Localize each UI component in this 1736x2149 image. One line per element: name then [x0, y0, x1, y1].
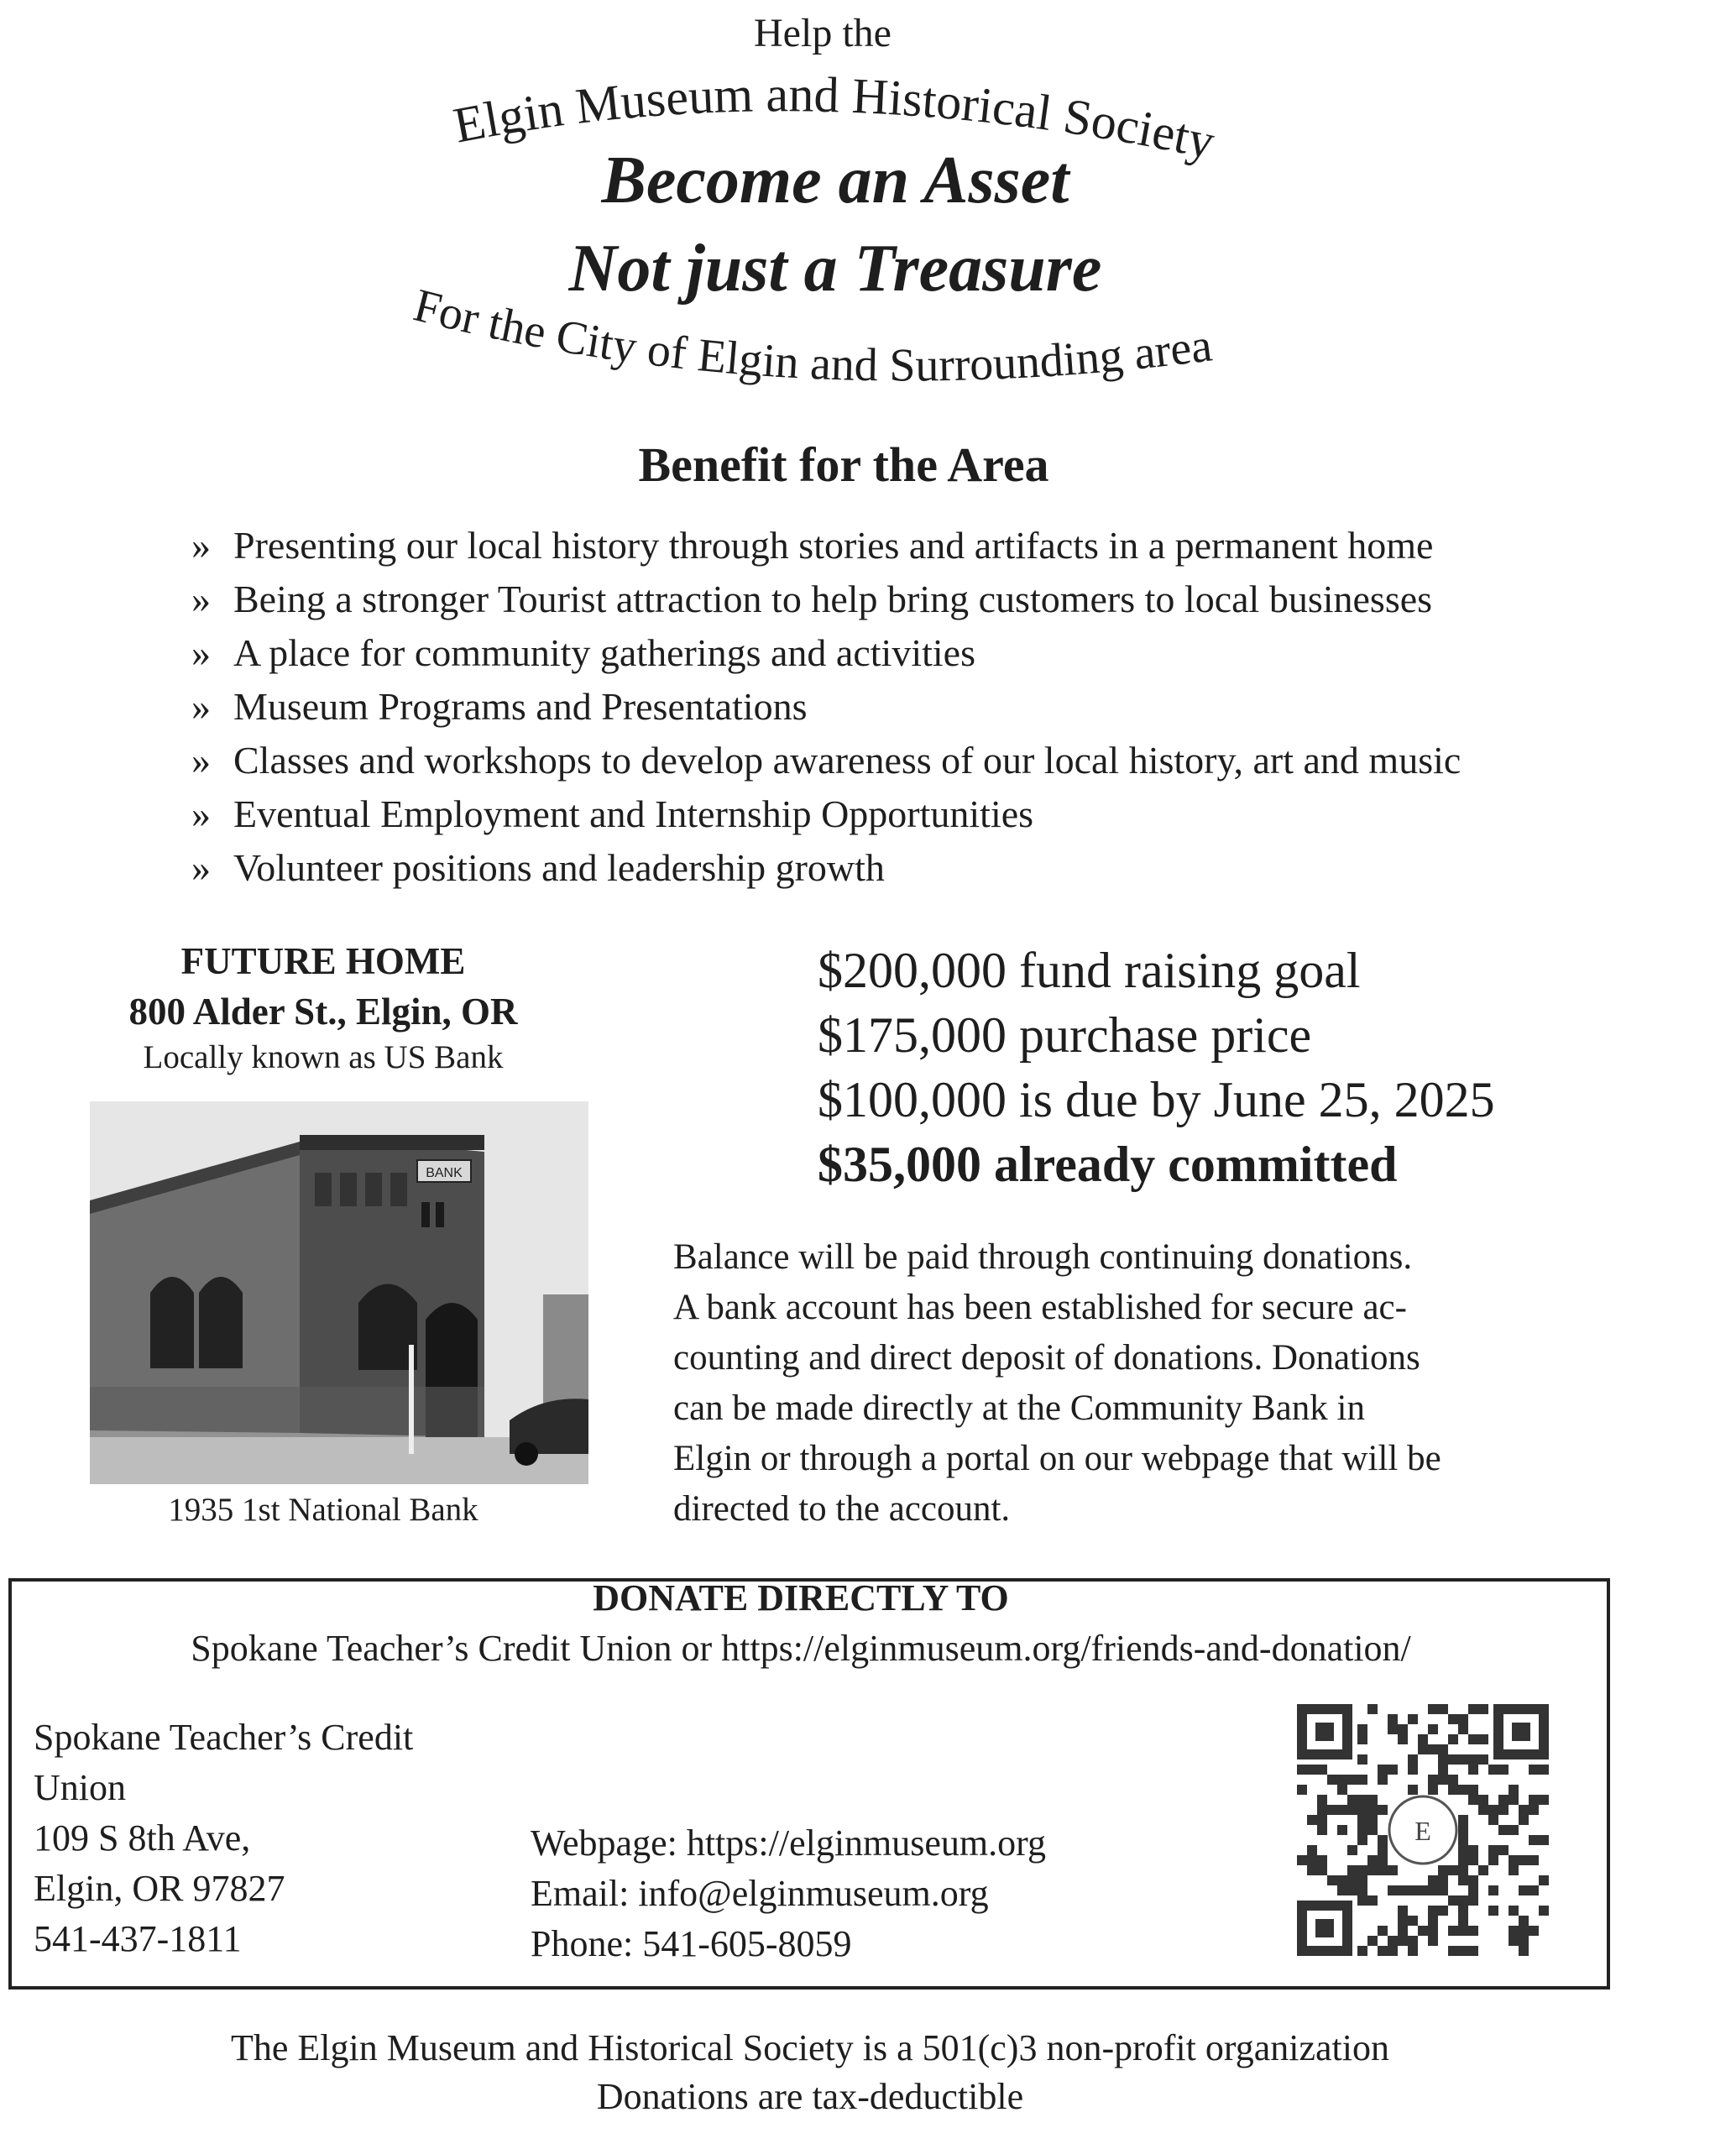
balance-line: counting and direct deposit of donations. Donations — [673, 1338, 1420, 1378]
qr-module — [1448, 1775, 1458, 1785]
nonprofit-statement: The Elgin Museum and Historical Society is a 501(c)3 non-profit organization — [231, 2027, 1389, 2068]
qr-module — [1478, 1704, 1488, 1714]
qr-module — [1468, 1765, 1478, 1775]
qr-module — [1317, 1765, 1327, 1775]
qr-module — [1428, 1724, 1438, 1734]
qr-module — [1519, 1815, 1529, 1825]
qr-module — [1408, 1765, 1418, 1775]
qr-module — [1347, 1845, 1357, 1855]
qr-module — [1468, 1754, 1478, 1765]
qr-module — [1398, 1906, 1408, 1916]
qr-module — [1478, 1865, 1488, 1875]
qr-module — [1367, 1795, 1378, 1805]
webpage-line[interactable]: Webpage: https://elginmuseum.org — [531, 1822, 1047, 1864]
qr-module — [1337, 1785, 1347, 1795]
qr-module — [1458, 1926, 1468, 1936]
qr-module — [1468, 1895, 1478, 1906]
balance-line: Balance will be paid through continuing donations. — [673, 1237, 1413, 1277]
qr-module — [1357, 1865, 1367, 1875]
qr-module — [1347, 1775, 1357, 1785]
qr-module — [1478, 1734, 1488, 1744]
qr-module — [1378, 1765, 1388, 1775]
qr-module — [1388, 1714, 1398, 1724]
bullet-icon: » — [191, 792, 211, 835]
qr-module — [1428, 1775, 1438, 1785]
qr-module — [1529, 1795, 1539, 1805]
qr-module — [1438, 1885, 1448, 1895]
benefit-item-text: Eventual Employment and Internship Opportunities — [233, 792, 1034, 835]
qr-module — [1498, 1825, 1509, 1835]
benefit-item — [191, 841, 1461, 895]
qr-module — [1509, 1865, 1519, 1875]
qr-module — [1509, 1795, 1519, 1805]
qr-module — [1418, 1744, 1428, 1754]
benefit-item-text: Museum Programs and Presentations — [233, 685, 808, 728]
photo-sign-text: BANK — [426, 1166, 463, 1180]
qr-module — [1529, 1885, 1539, 1895]
tax-deductible-note: Donations are tax-deductible — [596, 2076, 1024, 2117]
qr-module — [1468, 1704, 1478, 1714]
qr-module — [1337, 1825, 1347, 1835]
benefit-item — [191, 573, 1461, 626]
bullet-icon: » — [191, 685, 211, 728]
qr-module — [1519, 1855, 1529, 1865]
qr-module — [1388, 1865, 1398, 1875]
qr-module — [1468, 1855, 1478, 1865]
qr-module — [1438, 1865, 1448, 1875]
qr-module — [1509, 1936, 1519, 1946]
qr-module — [1388, 1936, 1398, 1946]
due-amount: $100,000 is due by June 25, 2025 — [818, 1072, 1495, 1127]
qr-module — [1418, 1926, 1428, 1936]
qr-module — [1307, 1865, 1317, 1875]
photo-caption: 1935 1st National Bank — [168, 1492, 478, 1528]
qr-module — [1388, 1885, 1398, 1895]
qr-module — [1367, 1895, 1378, 1906]
phone-line: Phone: 541-605-8059 — [531, 1923, 852, 1964]
qr-module — [1448, 1926, 1458, 1936]
qr-module — [1428, 1785, 1438, 1795]
qr-module — [1297, 1785, 1307, 1795]
qr-module — [1448, 1895, 1458, 1906]
qr-module — [1438, 1765, 1448, 1775]
qr-module — [1478, 1795, 1488, 1805]
svg-text:For the City of Elgin and Surr — [409, 285, 1216, 392]
qr-module — [1539, 1835, 1549, 1845]
qr-module — [1357, 1754, 1367, 1765]
qr-module — [1347, 1795, 1357, 1805]
qr-module — [1378, 1805, 1388, 1815]
qr-module — [1539, 1875, 1549, 1885]
qr-module — [1458, 1754, 1468, 1765]
qr-module — [1428, 1906, 1438, 1916]
qr-module — [1367, 1805, 1378, 1815]
future-home-title: FUTURE HOME — [180, 940, 466, 982]
qr-module — [1378, 1865, 1388, 1875]
qr-module — [1418, 1734, 1428, 1744]
qr-module — [1378, 1946, 1388, 1956]
bullet-icon: » — [191, 739, 211, 782]
qr-module — [1498, 1845, 1509, 1855]
qr-module — [1357, 1946, 1367, 1956]
qr-module — [1428, 1744, 1438, 1754]
qr-module — [1468, 1946, 1478, 1956]
benefit-item-text: Being a stronger Tourist attraction to help bring customers to local businesses — [233, 578, 1433, 620]
bullet-icon: » — [191, 524, 211, 567]
qr-module — [1408, 1946, 1418, 1956]
future-home-address: 800 Alder St., Elgin, OR — [128, 991, 518, 1033]
qr-module — [1438, 1775, 1448, 1785]
qr-module — [1317, 1815, 1327, 1825]
qr-module — [1498, 1795, 1509, 1805]
qr-module — [1519, 1916, 1529, 1926]
qr-module — [1539, 1765, 1549, 1775]
qr-module — [1468, 1734, 1478, 1744]
bullet-icon: » — [191, 846, 211, 889]
qr-module — [1347, 1885, 1357, 1895]
qr-module — [1488, 1805, 1498, 1815]
qr-module — [1357, 1724, 1367, 1734]
qr-module — [1347, 1865, 1357, 1875]
qr-module — [1458, 1825, 1468, 1835]
qr-module — [1367, 1865, 1378, 1875]
qr-module — [1458, 1815, 1468, 1825]
bullet-icon: » — [191, 578, 211, 620]
qr-module — [1317, 1865, 1327, 1875]
qr-module — [1458, 1906, 1468, 1916]
qr-module — [1509, 1906, 1519, 1916]
qr-module — [1539, 1906, 1549, 1916]
credit-union-address — [34, 1712, 413, 1964]
qr-module — [1468, 1845, 1478, 1855]
headline-become-asset: Become an Asset — [601, 144, 1069, 217]
qr-module — [1297, 1855, 1307, 1865]
qr-module — [1468, 1785, 1478, 1795]
qr-module — [1509, 1785, 1519, 1795]
qr-module — [1357, 1795, 1367, 1805]
qr-module — [1297, 1765, 1307, 1775]
qr-module — [1408, 1754, 1418, 1765]
qr-module — [1468, 1926, 1478, 1936]
qr-module — [1539, 1795, 1549, 1805]
purchase-price: $175,000 purchase price — [818, 1007, 1312, 1063]
qr-module — [1408, 1785, 1418, 1795]
qr-module — [1448, 1714, 1458, 1724]
qr-module — [1488, 1845, 1498, 1855]
qr-module — [1378, 1835, 1388, 1845]
qr-module — [1367, 1855, 1378, 1865]
qr-module — [1458, 1895, 1468, 1906]
qr-module — [1317, 1795, 1327, 1805]
benefit-item — [191, 787, 1461, 841]
qr-module — [1317, 1805, 1327, 1815]
qr-module — [1398, 1936, 1408, 1946]
qr-module — [1307, 1815, 1317, 1825]
help-the-text: Help the — [754, 11, 892, 55]
qr-module — [1468, 1795, 1478, 1805]
benefit-item — [191, 626, 1461, 680]
qr-module — [1448, 1785, 1458, 1795]
qr-module — [1468, 1875, 1478, 1885]
qr-module — [1418, 1885, 1428, 1895]
qr-module — [1519, 1926, 1529, 1936]
qr-module — [1498, 1765, 1509, 1775]
future-home-known-as: Locally known as US Bank — [143, 1039, 504, 1075]
qr-module — [1468, 1885, 1478, 1895]
qr-module — [1357, 1825, 1367, 1835]
qr-module — [1488, 1855, 1498, 1865]
qr-module — [1428, 1916, 1438, 1926]
qr-module — [1529, 1926, 1539, 1936]
qr-module — [1438, 1744, 1448, 1754]
qr-module — [1438, 1875, 1448, 1885]
benefit-item-text: Volunteer positions and leadership growth — [233, 846, 885, 889]
email-line[interactable]: Email: info@elginmuseum.org — [531, 1873, 989, 1914]
qr-module — [1357, 1835, 1367, 1845]
qr-module — [1458, 1855, 1468, 1865]
qr-module — [1529, 1835, 1539, 1845]
donate-instructions: Spokane Teacher’s Credit Union or https://elginmuseum.org/friends-and-donation/ — [191, 1628, 1411, 1669]
qr-module — [1307, 1765, 1317, 1775]
qr-module — [1428, 1936, 1438, 1946]
qr-module — [1478, 1805, 1488, 1815]
qr-module — [1519, 1805, 1529, 1815]
qr-module — [1398, 1916, 1408, 1926]
qr-module — [1519, 1885, 1529, 1895]
qr-module — [1307, 1845, 1317, 1855]
bullet-icon: » — [191, 631, 211, 674]
fundraising-goals — [818, 939, 1495, 1197]
qr-module — [1357, 1895, 1367, 1906]
qr-module — [1357, 1875, 1367, 1885]
qr-module — [1438, 1704, 1448, 1714]
qr-module — [1529, 1805, 1539, 1815]
qr-module — [1448, 1734, 1458, 1744]
qr-module — [1398, 1724, 1408, 1734]
qr-module — [1498, 1805, 1509, 1815]
qr-module — [1388, 1946, 1398, 1956]
qr-module — [1448, 1946, 1458, 1956]
qr-module — [1488, 1885, 1498, 1895]
qr-module — [1438, 1906, 1448, 1916]
qr-module — [1317, 1855, 1327, 1865]
qr-module — [1458, 1724, 1468, 1734]
qr-module — [1458, 1714, 1468, 1724]
qr-module — [1509, 1825, 1519, 1835]
qr-module — [1408, 1714, 1418, 1724]
qr-module — [1458, 1916, 1468, 1926]
qr-module — [1448, 1865, 1458, 1875]
qr-module — [1327, 1775, 1337, 1785]
qr-module — [1398, 1885, 1408, 1895]
qr-module — [1458, 1835, 1468, 1845]
qr-module — [1347, 1805, 1357, 1815]
qr-module — [1337, 1885, 1347, 1895]
qr-module — [1478, 1754, 1488, 1765]
qr-module — [1488, 1815, 1498, 1825]
qr-module — [1428, 1875, 1438, 1885]
committed-amount: $35,000 already committed — [818, 1137, 1398, 1192]
qr-module — [1317, 1825, 1327, 1835]
qr-module — [1438, 1754, 1448, 1765]
qr-module — [1367, 1815, 1378, 1825]
address-line: Spokane Teacher’s Credit — [34, 1717, 414, 1758]
qr-module — [1398, 1734, 1408, 1744]
qr-module — [1408, 1885, 1418, 1895]
qr-module — [1367, 1936, 1378, 1946]
benefit-item — [191, 734, 1461, 787]
qr-module — [1458, 1865, 1468, 1875]
qr-module — [1488, 1765, 1498, 1775]
qr-module — [1357, 1805, 1367, 1815]
qr-module — [1428, 1885, 1438, 1895]
address-line: 109 S 8th Ave, — [34, 1817, 251, 1859]
qr-module — [1408, 1916, 1418, 1926]
donate-heading: DONATE DIRECTLY TO — [593, 1577, 1009, 1618]
balance-line: A bank account has been established for secure ac- — [673, 1288, 1407, 1327]
address-line: 541-437-1811 — [34, 1918, 242, 1959]
qr-module — [1367, 1704, 1378, 1714]
subtitle-arc-text: For the City of Elgin and Surrounding area — [408, 285, 1216, 392]
qr-module — [1519, 1936, 1529, 1946]
address-line: Elgin, OR 97827 — [34, 1868, 285, 1909]
qr-module — [1398, 1926, 1408, 1936]
goal-amount: $200,000 fund raising goal — [818, 943, 1361, 998]
qr-module — [1307, 1855, 1317, 1865]
qr-module — [1529, 1765, 1539, 1775]
balance-line: Elgin or through a portal on our webpage that will be — [673, 1439, 1441, 1478]
balance-line: can be made directly at the Community Bank in — [673, 1388, 1365, 1428]
qr-module — [1337, 1875, 1347, 1885]
qr-module — [1388, 1724, 1398, 1734]
headline-not-treasure: Not just a Treasure — [568, 232, 1102, 306]
qr-module — [1448, 1754, 1458, 1765]
qr-module — [1458, 1785, 1468, 1795]
qr-module — [1367, 1825, 1378, 1835]
qr-module — [1428, 1926, 1438, 1936]
subtitle-arc — [0, 285, 1736, 453]
qr-module — [1458, 1946, 1468, 1956]
benefit-item-text: Presenting our local history through stories and artifacts in a permanent home — [233, 524, 1434, 567]
benefit-item — [191, 680, 1461, 734]
qr-logo-letter: E — [1414, 1816, 1431, 1846]
qr-module — [1337, 1775, 1347, 1785]
qr-module — [1357, 1815, 1367, 1825]
qr-code[interactable] — [1297, 1704, 1549, 1956]
qr-module — [1458, 1875, 1468, 1885]
qr-module — [1357, 1775, 1367, 1785]
qr-module — [1337, 1805, 1347, 1815]
qr-module — [1327, 1805, 1337, 1815]
balance-line: directed to the account. — [673, 1489, 1011, 1529]
benefit-item — [191, 519, 1461, 573]
qr-module — [1488, 1906, 1498, 1916]
qr-module — [1357, 1885, 1367, 1895]
contact-info — [531, 1818, 1046, 1969]
qr-module — [1428, 1704, 1438, 1714]
benefit-item-text: Classes and workshops to develop awareness of our local history, art and music — [233, 739, 1461, 782]
future-home-block — [84, 936, 562, 1079]
qr-module — [1408, 1936, 1418, 1946]
qr-module — [1509, 1926, 1519, 1936]
qr-module — [1357, 1734, 1367, 1744]
qr-module — [1378, 1855, 1388, 1865]
qr-module — [1378, 1845, 1388, 1855]
benefit-item-text: A place for community gatherings and activities — [233, 631, 975, 674]
qr-module — [1378, 1926, 1388, 1936]
address-line: Union — [34, 1767, 126, 1808]
qr-module — [1529, 1855, 1539, 1865]
qr-module — [1347, 1875, 1357, 1885]
qr-module — [1519, 1946, 1529, 1956]
benefit-heading: Benefit for the Area — [638, 437, 1049, 492]
qr-module — [1327, 1875, 1337, 1885]
qr-module — [1388, 1765, 1398, 1775]
org-name-arc-text: Elgin Museum and Historical Society — [449, 66, 1220, 170]
balance-paragraph — [673, 1232, 1588, 1535]
qr-module — [1458, 1845, 1468, 1855]
benefit-list — [191, 519, 1461, 895]
qr-module — [1378, 1775, 1388, 1785]
bank-building-photo — [90, 1101, 588, 1484]
qr-module — [1509, 1855, 1519, 1865]
